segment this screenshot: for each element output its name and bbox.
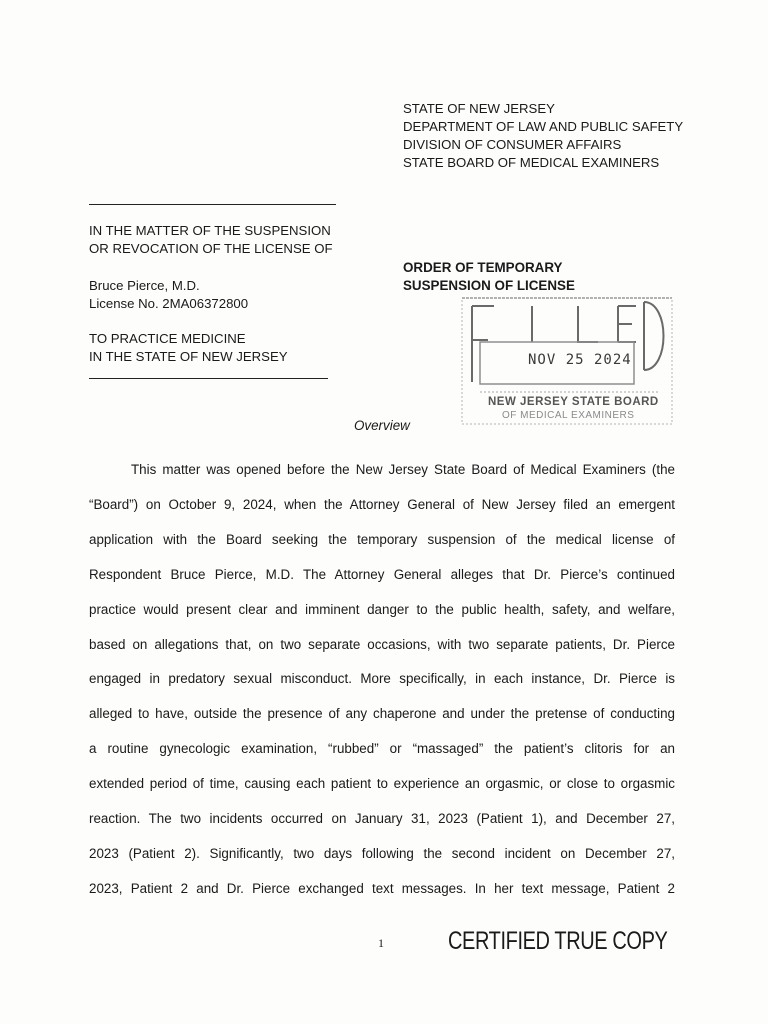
- body-line: based on allegations that, on two separate occasions, with two separate patients, Dr. Pierce: [89, 636, 675, 652]
- stamp-board-sub: OF MEDICAL EXAMINERS: [502, 410, 635, 421]
- stamp-date: NOV 25 2024: [528, 352, 632, 368]
- caption-matter: [89, 222, 333, 258]
- body-line: engaged in predatory sexual misconduct. More specifically, in each instance, Dr. Pierce is: [89, 671, 675, 687]
- respondent-name: Bruce Pierce, M.D.: [89, 278, 200, 293]
- body-line: 2023, Patient 2 and Dr. Pierce exchanged text messages. In her text message, Patient 2: [89, 880, 675, 896]
- body-line: a routine gynecologic examination, “rubbed” or “massaged” the patient’s clitoris for an: [89, 741, 675, 757]
- order-title-line-2: SUSPENSION OF LICENSE: [403, 278, 575, 293]
- caption-matter-line-1: IN THE MATTER OF THE SUSPENSION: [89, 223, 331, 238]
- caption-respondent: [89, 277, 248, 313]
- caption-top-rule: [89, 204, 336, 205]
- body-line: “Board”) on October 9, 2024, when the Attorney General of New Jersey filed an emergent: [89, 496, 675, 512]
- agency-line-state: STATE OF NEW JERSEY: [403, 101, 555, 116]
- filed-stamp: [458, 296, 676, 428]
- body-line: practice would present clear and imminent danger to the public health, safety, and welfare,: [89, 601, 675, 617]
- body-line: Respondent Bruce Pierce, M.D. The Attorney General alleges that Dr. Pierce’s continued: [89, 566, 675, 582]
- caption-matter-line-2: OR REVOCATION OF THE LICENSE OF: [89, 241, 333, 256]
- caption-bottom-rule: [89, 378, 328, 379]
- caption-practice-line-1: TO PRACTICE MEDICINE: [89, 331, 246, 346]
- body-line: alleged to have, outside the presence of any chaperone and under the pretense of conducting: [89, 706, 675, 722]
- page-number: 1: [378, 936, 384, 950]
- caption-practice-line-2: IN THE STATE OF NEW JERSEY: [89, 349, 288, 364]
- order-title-line-1: ORDER OF TEMPORARY: [403, 260, 563, 275]
- body-line: application with the Board seeking the temporary suspension of the medical license of: [89, 531, 675, 547]
- agency-header: [403, 100, 683, 172]
- section-heading: Overview: [354, 418, 410, 433]
- body-line: extended period of time, causing each patient to experience an orgasmic, or close to orgasmic: [89, 776, 675, 792]
- body-paragraph: [89, 453, 675, 907]
- agency-line-board: STATE BOARD OF MEDICAL EXAMINERS: [403, 155, 660, 170]
- body-line: This matter was opened before the New Jersey State Board of Medical Examiners (the: [131, 462, 675, 477]
- agency-line-division: DIVISION OF CONSUMER AFFAIRS: [403, 137, 622, 152]
- agency-line-department: DEPARTMENT OF LAW AND PUBLIC SAFETY: [403, 119, 684, 134]
- stamp-board: NEW JERSEY STATE BOARD: [488, 396, 659, 408]
- caption-practice: [89, 330, 288, 366]
- license-number: License No. 2MA06372800: [89, 296, 249, 311]
- body-line: 2023 (Patient 2). Significantly, two days following the second incident on December 27,: [89, 845, 675, 861]
- body-line: reaction. The two incidents occurred on January 31, 2023 (Patient 1), and December 27,: [89, 811, 675, 827]
- order-title: [403, 259, 575, 295]
- certified-true-copy-stamp: CERTIFIED TRUE COPY: [448, 927, 668, 955]
